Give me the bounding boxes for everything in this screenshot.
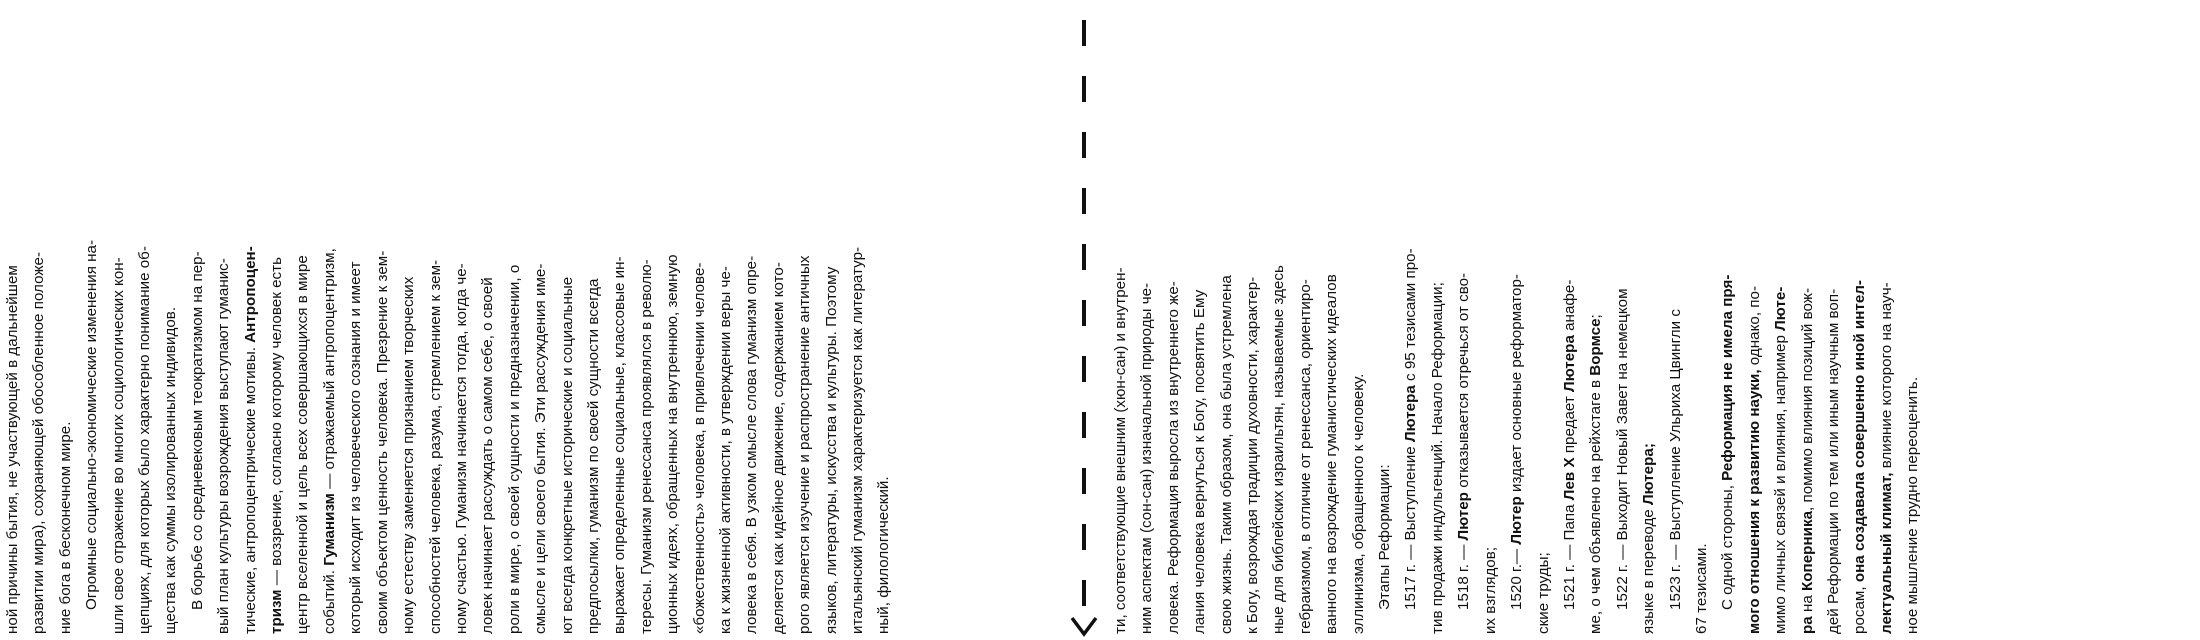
text-run: ;	[1587, 314, 1605, 319]
text-line	[634, 8, 660, 634]
text-line	[1134, 8, 1160, 634]
text-run: 67 тезисами.	[1692, 543, 1710, 634]
text-run: роли в мире, о своей сущности и предназначении, о	[505, 264, 523, 634]
text-line	[528, 8, 554, 634]
text-line	[1742, 8, 1768, 634]
bold-text: Коперника	[1798, 510, 1816, 591]
text-run: ловека в себя. В узком смысле слова гуманизм опре-	[743, 255, 761, 634]
text-line	[290, 8, 316, 634]
text-line	[1398, 8, 1424, 634]
text-line	[1240, 8, 1266, 634]
text-line	[79, 8, 105, 634]
text-run: способностей человека, разума, стремлением к зем-	[426, 259, 444, 634]
text-line	[1346, 8, 1372, 634]
text-run: цепциях, для которых было характерно понимание об-	[136, 246, 154, 634]
text-run: дей Реформации по тем или иным научным воп-	[1824, 288, 1842, 634]
text-run: ловек начинает рассуждать о самом себе, о своей	[479, 277, 497, 634]
text-run: вый план культуры возрождения выступают гуманис-	[215, 258, 233, 634]
text-line	[766, 8, 792, 634]
bold-text: Лев Х	[1560, 457, 1578, 501]
text-run: тив продажи индульгенций. Начало Реформации;	[1428, 282, 1446, 634]
text-run: однако, по-	[1745, 285, 1763, 370]
text-run: центр вселенной и цель всех совершающихся в мире	[294, 255, 312, 634]
text-run: , помимо влияния позиций вож-	[1798, 287, 1816, 511]
text-line	[739, 8, 765, 634]
text-run: который исходит из человеческого сознания и имеет	[347, 261, 365, 634]
text-run: рого является изучение и распространение античных	[796, 255, 814, 634]
text-run: 1522 г. — Выходит Новый Завет на немецком	[1613, 288, 1631, 610]
text-run: отказывается отречься от сво-	[1455, 272, 1473, 493]
text-line	[396, 8, 422, 634]
text-line	[871, 8, 897, 634]
text-run: ловека. Реформация выросла из внутреннего же-	[1164, 281, 1182, 634]
text-line	[607, 8, 633, 634]
text-run: ванного на возрождение гуманистических идеалов	[1323, 274, 1341, 634]
text-run: к Богу, возрождая традиции духовности, характер-	[1244, 276, 1262, 634]
text-line	[1187, 8, 1213, 634]
text-run: 1517 г. — Выступление	[1402, 442, 1420, 610]
text-line	[264, 8, 290, 634]
text-line	[1293, 8, 1319, 634]
text-line	[1900, 8, 1926, 634]
text-run: гебраизмом, в отличие от ренессанса, ориентиро-	[1296, 279, 1314, 634]
text-run: ские труды;	[1534, 552, 1552, 634]
text-run: тересы. Гуманизм ренессанса проявлялся в револю-	[637, 259, 655, 634]
text-run: шли свое отражение во многих социологических кон-	[109, 257, 127, 634]
text-line	[1504, 8, 1530, 634]
text-block-lower	[1108, 8, 1927, 634]
text-line	[0, 8, 26, 634]
text-line	[1689, 8, 1715, 634]
text-run: — отражаемый антропоцентризм,	[320, 248, 338, 494]
bold-text: она создавала совершенно иной интел-	[1851, 280, 1869, 583]
scissors-cut-line	[1064, 0, 1104, 640]
text-run: событий.	[320, 565, 338, 634]
text-run: с 95 тезисами про-	[1402, 248, 1420, 386]
text-line	[238, 8, 264, 634]
bold-text: Антропоцен-	[241, 246, 259, 343]
text-line	[1531, 8, 1557, 634]
text-line	[1636, 8, 1662, 634]
text-run: 1520 г.—	[1508, 544, 1526, 610]
bold-text: Лютера;	[1640, 443, 1658, 506]
text-run: ные для библейских израильтян, называемые здесь	[1270, 265, 1288, 634]
bold-text: Лютера	[1402, 385, 1420, 443]
text-line	[555, 8, 581, 634]
text-line	[1874, 8, 1900, 634]
text-run: мимо личных связей и влияния, например	[1772, 330, 1790, 634]
text-run: ционных идеях, обращенных на внутреннюю, земную	[664, 254, 682, 634]
text-line	[1715, 8, 1741, 634]
text-line	[132, 8, 158, 634]
bold-text: Вормсе	[1587, 318, 1605, 376]
text-line	[1478, 8, 1504, 634]
text-line	[1847, 8, 1873, 634]
text-run: 1523 г. — Выступление Ульриха Цвингли с	[1666, 309, 1684, 610]
bold-text: Лютер	[1508, 496, 1526, 545]
text-run: 1518 г. —	[1455, 540, 1473, 610]
text-run: ному естеству заменяется признанием творческих	[400, 276, 418, 634]
text-run: на	[1798, 590, 1816, 617]
text-line	[1610, 8, 1636, 634]
text-line	[158, 8, 184, 634]
text-line	[1557, 8, 1583, 634]
text-run: предает	[1560, 391, 1578, 458]
text-line	[1161, 8, 1187, 634]
text-line	[1319, 8, 1345, 634]
bold-text: Люте-	[1772, 286, 1790, 331]
text-line	[475, 8, 501, 634]
text-run: деляется как идейное движение, содержанием кото-	[769, 262, 787, 634]
text-line	[26, 8, 52, 634]
text-line	[1372, 8, 1398, 634]
text-run: росам,	[1851, 582, 1869, 634]
text-line	[53, 8, 79, 634]
text-run: ние бога в бесконечном мире.	[56, 421, 74, 634]
text-run: ним аспектам (сон-сан) изначальной природы че-	[1138, 282, 1156, 634]
text-run: их взглядов;	[1481, 546, 1499, 634]
text-line	[370, 8, 396, 634]
scissors-icon	[1072, 618, 1096, 634]
text-line	[317, 8, 343, 634]
bold-text: мого отношения к развитию науки,	[1745, 369, 1763, 634]
text-line	[713, 8, 739, 634]
text-run: анафе-	[1560, 279, 1578, 336]
text-line	[1821, 8, 1847, 634]
text-line	[660, 8, 686, 634]
text-line	[185, 8, 211, 634]
text-line	[1214, 8, 1240, 634]
text-line	[211, 8, 237, 634]
text-run: 1521 г. — Папа	[1560, 500, 1578, 610]
text-line	[1795, 8, 1821, 634]
text-run: итальянский гуманизм характеризуется как литератур-	[849, 246, 866, 634]
text-block-upper	[0, 8, 898, 634]
text-run: тические, антропоцентрические мотивы.	[241, 342, 259, 634]
text-run: ному счастью. Гуманизм начинается тогда, когда че-	[452, 263, 470, 634]
text-run: ка к жизненной активности, в утверждении веры че-	[716, 266, 734, 634]
text-run: лания человека вернуться к Богу, посвятить Ему	[1191, 289, 1209, 634]
text-run: своим объектом ценность человека. Презрение к зем-	[373, 250, 391, 634]
text-line	[1266, 8, 1292, 634]
bold-text: лектуальный климат,	[1877, 472, 1895, 634]
text-run: издает основные реформатор-	[1508, 274, 1526, 497]
text-run: ти, соответствующие внешним (хюн-сан) и внутрен-	[1112, 267, 1129, 634]
text-line	[1425, 8, 1451, 634]
text-line	[1768, 8, 1794, 634]
text-line	[502, 8, 528, 634]
text-run: свою жизнь. Таким образом, она была устремлена	[1217, 275, 1235, 634]
text-run: ют всегда конкретные исторические и социальные	[558, 276, 576, 634]
bold-text: Лютера	[1560, 335, 1578, 392]
text-line	[1663, 8, 1689, 634]
bold-text: Гуманизм	[320, 493, 338, 566]
bold-text: тризм	[268, 589, 286, 634]
bold-text: Реформация не имела пря-	[1719, 274, 1737, 481]
text-line	[449, 8, 475, 634]
text-line	[1583, 8, 1609, 634]
text-run: смысле и цели своего бытия. Эти рассуждения име-	[532, 263, 550, 634]
text-run: Этапы Реформации:	[1376, 464, 1394, 610]
text-run: эллинизма, обращенного к человеку.	[1349, 373, 1367, 634]
text-run: ной причины бытия, не участвующей в дальнейшем	[4, 265, 21, 634]
text-run: щества как суммы изолированных индивидов.	[162, 306, 180, 634]
text-run: — воззрение, согласно которому человек есть	[268, 257, 286, 590]
text-line	[343, 8, 369, 634]
text-run: «божественность» человека, в привлечении челове-	[690, 262, 708, 634]
text-run: С одной стороны,	[1719, 480, 1737, 610]
text-line	[1451, 8, 1477, 634]
text-line	[819, 8, 845, 634]
text-line	[845, 8, 871, 634]
bold-text: Лютер	[1455, 492, 1473, 541]
text-run: предпосылки, гуманизм по своей сущности всегда	[584, 278, 602, 634]
text-run: В борьбе со средневековым теократизмом на пер-	[188, 251, 206, 610]
text-line	[106, 8, 132, 634]
text-run: влияние которого на науч-	[1877, 282, 1895, 473]
text-line	[792, 8, 818, 634]
text-line	[1108, 8, 1134, 634]
text-run: ное мышление трудно переоценить.	[1904, 376, 1922, 634]
text-run: языков, литературы, искусства и культуры. Поэтому	[822, 266, 840, 634]
text-run: выражает определенные социальные, классовые ин-	[611, 256, 629, 634]
text-run: развитии мира), сохраняющей обособленное положе-	[30, 251, 48, 634]
text-run: языке в переводе	[1640, 505, 1658, 634]
text-line	[581, 8, 607, 634]
text-run: Огромные социально-экономические изменения на-	[83, 239, 101, 610]
text-line	[687, 8, 713, 634]
text-line	[423, 8, 449, 634]
text-run: ный, филологический.	[875, 476, 893, 634]
bold-text: ра	[1798, 616, 1816, 634]
text-run: ме, о чем объявлено на рейхстаге в	[1587, 375, 1605, 634]
